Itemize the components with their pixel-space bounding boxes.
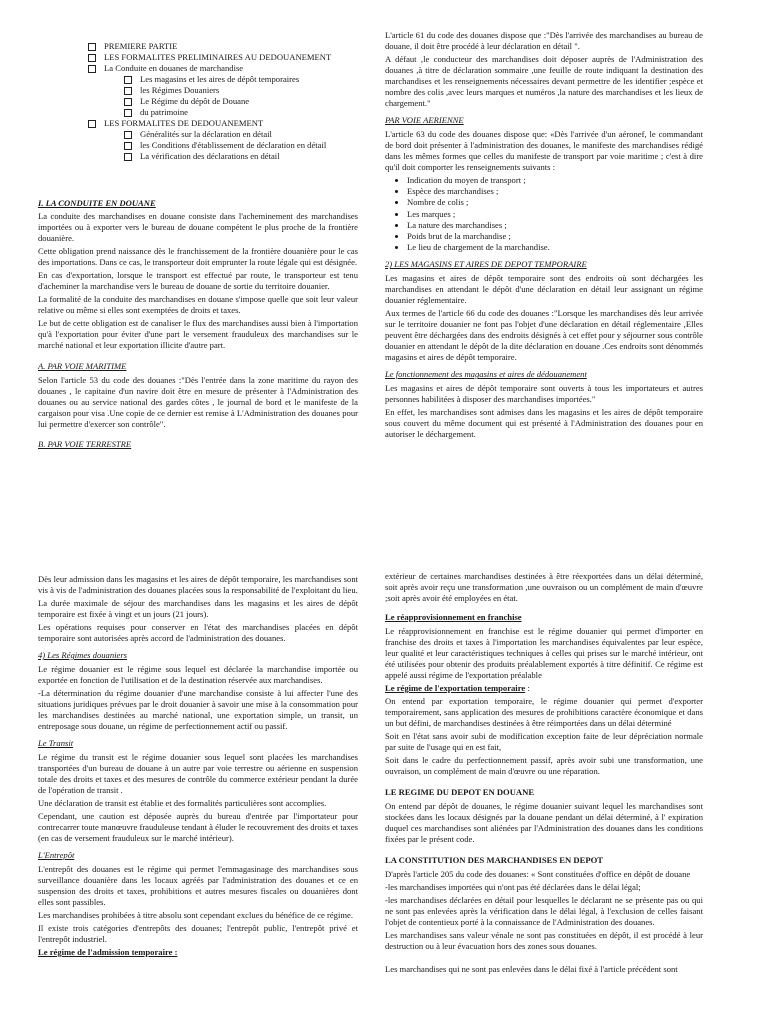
subsection-heading-exportation xyxy=(385,683,703,694)
table-of-contents xyxy=(104,41,364,162)
paragraph: On entend par dépôt de douanes, le régime douanier suivant lequel les marchandises sont stockées dans les locaux désignés par la douane pendant un délai déterminé, à l' expiration duquel ces marchandises sont aliénées par l'Administration des douanes dans les conditions fixées par le présent code. xyxy=(385,801,703,844)
paragraph: L'article 61 du code des douanes dispose que :"Dès l'arrivée des marchandises au bureau de douane, il doit être procédé à leur déclaration en détail ". xyxy=(385,30,703,51)
page-2 xyxy=(0,512,768,1024)
exportation-heading-text: Le régime de l'exportation temporaire xyxy=(385,683,526,693)
bullet-list xyxy=(407,175,703,253)
subsection-heading-reapprovisionnement: Le réapprovisionnement en franchise xyxy=(385,612,522,622)
toc-item: du patrimoine xyxy=(140,107,364,118)
section-heading-depot: LE REGIME DU DEPOT EN DOUANE xyxy=(385,787,535,797)
subsection-heading-terrestre: B. PAR VOIE TERRESTRE xyxy=(38,439,132,449)
toc-item: Généralités sur la déclaration en détail xyxy=(140,129,364,140)
bullet-item: • Le lieu de chargement de la marchandise. xyxy=(407,242,703,253)
paragraph: Soit dans le cadre du perfectionnement passif, après avoir subi une transformation, une ouvraison, un complément de main d'œuvre ou une réparation. xyxy=(385,755,703,776)
paragraph: Le réapprovisionnement en franchise est le régime douanier qui permet d'importer en franchise des droits et taxes à l'importation les marchandises équivalentes par leur espèce, leur qualité et leur caractéristiques techniques à celles qui prises sur le marché intérieur, ont été utilisées pour obtenir des produits préalablement exportés à titre définitif. Ce régime est appelé aussi régime de l'exportation préalable xyxy=(385,626,703,680)
toc-item: LES FORMALITES DE DEDOUANEMENT xyxy=(104,118,364,129)
subsection-heading-transit: Le Transit xyxy=(38,738,74,748)
paragraph: Cependant, une caution est déposée auprès du bureau d'entrée par l'importateur pour contrecarrer toute manœuvre frauduleuse tendant à éluder le recouvrement des droits et taxes (en cas de versement frauduleux sur le marché intérieur). xyxy=(38,811,358,843)
paragraph: Soit en l'état sans avoir subi de modification exception faite de leur dépréciation normale par suite de l'usage qui en est fait, xyxy=(385,731,703,752)
paragraph: En cas d'exportation, lorsque le transport est effectué par route, le transporteur est tenu d'acheminer la marchandise vers le bureau de douane de sortie du territoire douanier. xyxy=(38,270,358,291)
paragraph: Les marchandises qui ne sont pas enlevées dans le délai fixé à l'article précédent sont xyxy=(385,964,678,974)
paragraph: L'article 63 du code des douanes dispose que: «Dès l'arrivée d'un aéronef, le commandant de bord doit présenter à l'administration des douanes, le manifeste des marchandises rédigé dans les mêmes formes que celles du manifeste de transport par voie maritime ; c'est à dire qu'il doit comporter les renseignements suivants : xyxy=(385,129,703,172)
section-heading-regimes: 4) Les Régimes douaniers xyxy=(38,650,128,660)
paragraph: Les marchandises prohibées à titre absolu sont cependant exclues du bénéfice de ce régime. xyxy=(38,910,353,920)
paragraph: La durée maximale de séjour des marchandises dans les magasins et les aires de dépôt temporaire est fixée à vingt et un jours (21 jours). xyxy=(38,598,358,619)
paragraph: La formalité de la conduite des marchandises en douane s'impose quelle que soit leur valeur relative ou même si elles sont exemptées de droits et taxes. xyxy=(38,294,358,315)
paragraph: Le régime douanier est le régime sous lequel est déclarée la marchandise importée ou exportée en fonction de l'utilisation et de la destination réservée aux marchandises. xyxy=(38,664,358,685)
paragraph: -les marchandises déclarées en détail pour lesquelles le déclarant ne se présente pas ou qui ne sont pas enlevées après la vérification dans le délai légal, à l'exclusion de celles faisant l'objet de contentieux porté à la connaissance de l'Administration des douanes. xyxy=(385,895,703,927)
subsection-heading-entrepot: L'Entrepôt xyxy=(38,850,75,860)
paragraph: Les magasins et aires de dépôt temporaire sont des endroits où sont déchargées les marchandises en attendant le dépôt d'une déclaration en détail leur assignant un régime douanier réglementaire. xyxy=(385,273,703,306)
subsection-heading-aerienne: PAR VOIE AERIENNE xyxy=(385,115,464,125)
page2-right-column xyxy=(385,571,703,977)
paragraph: -les marchandises importées qui n'ont pas été déclarées dans le délai légal; xyxy=(385,882,641,892)
paragraph: Aux termes de l'article 66 du code des douanes :"Lorsque les marchandises dès leur arrivée sur le territoire douanier ne font pas l'objet d'une déclaration en détail réglementaire ,Elles peuvent être déchargées dans des endroits désignés à cet effet pour y séjourner sous contrôle douanier en attendant le dépôt de la dite déclaration en douane .Ces endroits sont dénommés magasins et aires de dépôt temporaire. xyxy=(385,308,703,363)
paragraph: Il existe trois catégories d'entrepôts des douanes; l'entrepôt public, l'entrepôt privé et l'entrepôt industriel. xyxy=(38,923,358,944)
toc-item: LES FORMALITES PRELIMINAIRES AU DEDOUANEMENT xyxy=(104,52,364,63)
paragraph: Une déclaration de transit est établie et des formalités particulières sont accomplies. xyxy=(38,798,327,808)
paragraph: A défaut ,le conducteur des marchandises doit déposer auprès de l'Administration des douanes ,à titre de déclaration sommaire ,une feuille de route indiquant la destination des marchandises et les renseignements nécessaires devant permettre de les identifier ;espèce et nombre des colis ,avec leurs marques et numéros ,la nature des marchandises et les lieux de chargement." xyxy=(385,54,703,108)
toc-item: les Régimes Douaniers xyxy=(140,85,364,96)
section-heading-magasins: 2) LES MAGASINS ET AIRES DE DEPOT TEMPORAIRE xyxy=(385,259,587,270)
paragraph: Le but de cette obligation est de canaliser le flux des marchandises aussi bien à l'importation qu'à l'exportation pour éviter d'une part le versement frauduleux des marchandises sur le marché national et leur exportation illicite d'autre part. xyxy=(38,318,358,350)
page1-left-column xyxy=(38,198,358,453)
paragraph: Selon l'article 53 du code des douanes :"Dès l'entrée dans la zone maritime du rayon des douanes , le capitaine d'un navire doit être en mesure de présenter à l'Administration des douanes ou au service national des gardes côtes , le journal de bord et le manifeste de la cargaison pour visa .Une copie de ce dernier est remise à L'Administration des douanes pour lui permettre d'exercer son contrôle". xyxy=(38,375,358,429)
paragraph: Cette obligation prend naissance dès le franchissement de la frontière douanière pour le cas des importations. Dans ce cas, le transporteur doit emprunter la route légale qui est désignée. xyxy=(38,246,358,267)
paragraph: Les opérations requises pour conserver en l'état des marchandises placées en dépôt temporaire sont autorisées après accord de l'administration des douanes. xyxy=(38,622,358,643)
toc-item: PREMIERE PARTIE xyxy=(104,41,364,52)
paragraph: Les magasins et aires de dépôt temporaire sont ouverts à tous les importateurs et autres personnes habilitées à disposer des marchandises importées." xyxy=(385,383,703,405)
section-heading-constitution: LA CONSTITUTION DES MARCHANDISES EN DEPOT xyxy=(385,855,603,865)
toc-list xyxy=(104,41,364,162)
paragraph: -La détermination du régime douanier d'une marchandise consiste à lui affecter l'une des situations juridiques prévues par le droit douanier à savoir une mise à la consommation pour les marchandises destinées au marché national, une exportation simple, un transit, un entreposage sous douane, un régime de perfectionnement actif ou passif. xyxy=(38,688,358,731)
subsection-heading-fonctionnement: Le fonctionnement des magasins et aires de dédouanement xyxy=(385,369,587,380)
toc-item: La vérification des déclarations en détail xyxy=(140,151,364,162)
bullet-item: • Indication du moyen de transport ; xyxy=(407,175,703,186)
bullet-item: • Les marques ; xyxy=(407,209,703,220)
toc-item: Les magasins et les aires de dépôt temporaires xyxy=(140,74,364,85)
paragraph: D'après l'article 205 du code des douanes: « Sont constituées d'office en dépôt de douane xyxy=(385,869,691,879)
paragraph: En effet, les marchandises sont admises dans les magasins et les aires de dépôt temporaire sous couvert du même document qui est présenté à l'Administration des douanes pour en autoriser le déchargement. xyxy=(385,407,703,440)
toc-item: les Conditions d'établissement de déclaration en détail xyxy=(140,140,364,151)
paragraph: extérieur de certaines marchandises destinées à être réexportées dans un délai déterminé, soit après avoir reçu une transformation ,une ouvraison ou un complément de main d'œuvre ;soit après avoir été employées en état. xyxy=(385,571,703,603)
paragraph: La conduite des marchandises en douane consiste dans l'acheminement des marchandises importées ou à exporter vers le bureau de douane compétent le plus proche de la frontière douanière. xyxy=(38,211,358,243)
section-heading-conduite: I. LA CONDUITE EN DOUANE xyxy=(38,198,156,208)
toc-item: Le Régime du dépôt de Douane xyxy=(140,96,364,107)
paragraph: Le régime du transit est le régime douanier sous lequel sont placées les marchandises transportées d'un bureau de douane à un autre par voie terrestre ou aérienne en suspension totale des droits et taxes et des mesures de contrôle du commerce extérieur pendant la durée de l'opération de transit . xyxy=(38,752,358,795)
paragraph: On entend par exportation temporaire, le régime douanier qui permet d'exporter temporairement, sans application des mesures de prohibitions caractère économique et dans un but défini, de marchandises destinées à être réimportées dans un délai déterminé xyxy=(385,696,703,728)
subsection-heading-maritime: A. PAR VOIE MARITIME xyxy=(38,361,127,371)
exportation-heading-colon: : xyxy=(525,683,530,693)
bullet-item: • Espèce des marchandises ; xyxy=(407,186,703,197)
bullet-item: • La nature des marchandises ; xyxy=(407,220,703,231)
page1-right-column xyxy=(385,30,703,442)
paragraph: Dès leur admission dans les magasins et les aires de dépôt temporaire, les marchandises sont vis à vis de l'administration des douanes placées sous la responsabilité de l'exploitant du lieu. xyxy=(38,574,358,595)
bullet-item: • Nombre de colis ; xyxy=(407,197,703,208)
bullet-item: • Poids brut de la marchandise ; xyxy=(407,231,703,242)
toc-item: La Conduite en douanes de marchandise xyxy=(104,63,364,74)
page2-left-column xyxy=(38,574,358,960)
paragraph: Les marchandises sans valeur vénale ne sont pas constituées en dépôt, il est procédé à leur destruction ou à leur évacuation hors des zones sous douanes. xyxy=(385,930,703,951)
subsection-heading-admission: Le régime de l'admission temporaire : xyxy=(38,947,178,957)
paragraph: L'entrepôt des douanes est le régime qui permet l'emmagasinage des marchandises sous surveillance douanière dans les locaux agréés par l'administration des douanes et ce en suspension des droits et taxes, prohibitions et autres mesures fiscales ou douanières dont elles sont passibles. xyxy=(38,864,358,907)
